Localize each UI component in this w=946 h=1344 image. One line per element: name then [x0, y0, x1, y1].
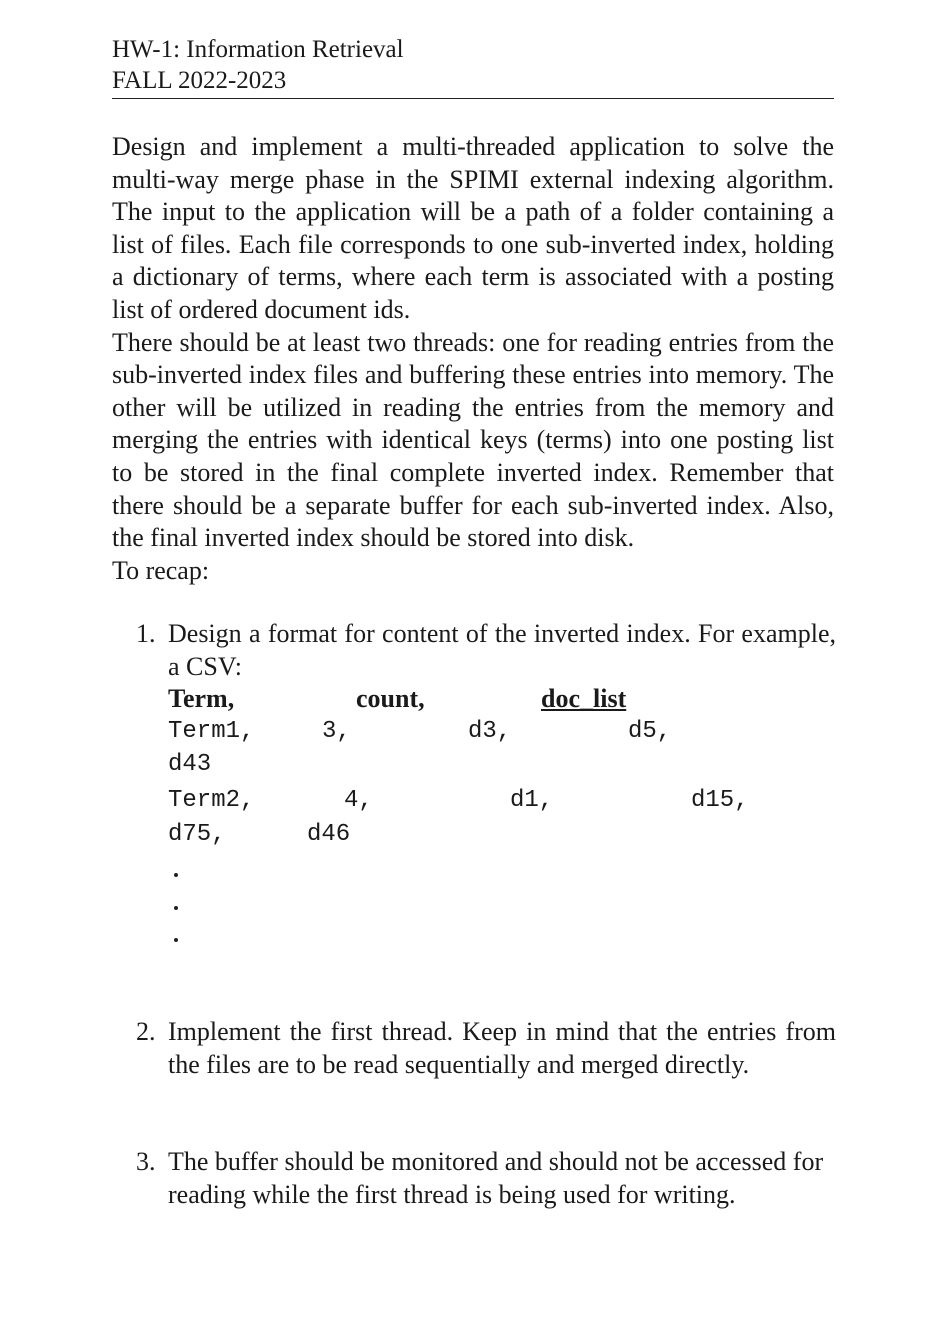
intro-paragraph: Design and implement a multi-threaded application to solve the multi-way merge phase in the SPIMI external indexing algorithm. The input to the application will be a path of a folder containing a list of files. Each file corresponds to one sub-inverted index, holding a dictionary of terms, where each term is associated with a posting list of ordered document ids. [112, 132, 834, 324]
document-header [112, 34, 834, 99]
csv-cell: 3, [322, 718, 351, 745]
list-number: 2. [136, 1017, 156, 1046]
csv-cell: d1, [510, 787, 554, 814]
list-number: 1. [136, 619, 156, 648]
list-text: The buffer should be monitored and should not be accessed for reading while the first thread is being used for writing. [168, 1147, 824, 1209]
list-item [136, 1146, 836, 1211]
threads-paragraph: There should be at least two threads: one for reading entries from the sub-inverted index files and buffering these entries into memory. The other will be utilized in reading the entries from the memory and merging the entries with identical keys (terms) into one posting list to be stored in the final complete inverted index. Remember that there should be a separate buffer for each sub-inverted index. Also, the final inverted index should be stored into disk. [112, 327, 834, 553]
csv-cell: d46 [307, 821, 351, 848]
ellipsis-dot [174, 938, 178, 942]
list-text: Implement the first thread. Keep in mind that the entries from the files are to be read sequentially and merged directly. [168, 1017, 836, 1079]
semester: FALL 2022-2023 [112, 67, 287, 94]
list-item [136, 1016, 836, 1081]
csv-header-count: count, [356, 684, 425, 713]
csv-cell: d15, [691, 787, 749, 814]
ellipsis-dot [174, 873, 178, 877]
csv-header-term: Term, [168, 684, 235, 713]
recap-label: To recap: [112, 555, 210, 585]
csv-cell: 4, [344, 787, 373, 814]
csv-cell: d5, [628, 718, 672, 745]
csv-cell: d75, [168, 821, 226, 848]
csv-cell: d43 [168, 751, 212, 778]
list-text: Design a format for content of the inverted index. For example, a CSV: [168, 619, 836, 681]
course-title: HW-1: Information Retrieval [112, 36, 404, 63]
csv-cell: Term1, [168, 718, 255, 745]
list-number: 3. [136, 1147, 156, 1176]
list-item [136, 618, 836, 683]
ellipsis-dot [174, 906, 178, 910]
csv-cell: Term2, [168, 787, 255, 814]
csv-cell: d3, [468, 718, 512, 745]
csv-header-doc-list: doc_list [541, 684, 627, 713]
assignment-description [112, 131, 834, 587]
